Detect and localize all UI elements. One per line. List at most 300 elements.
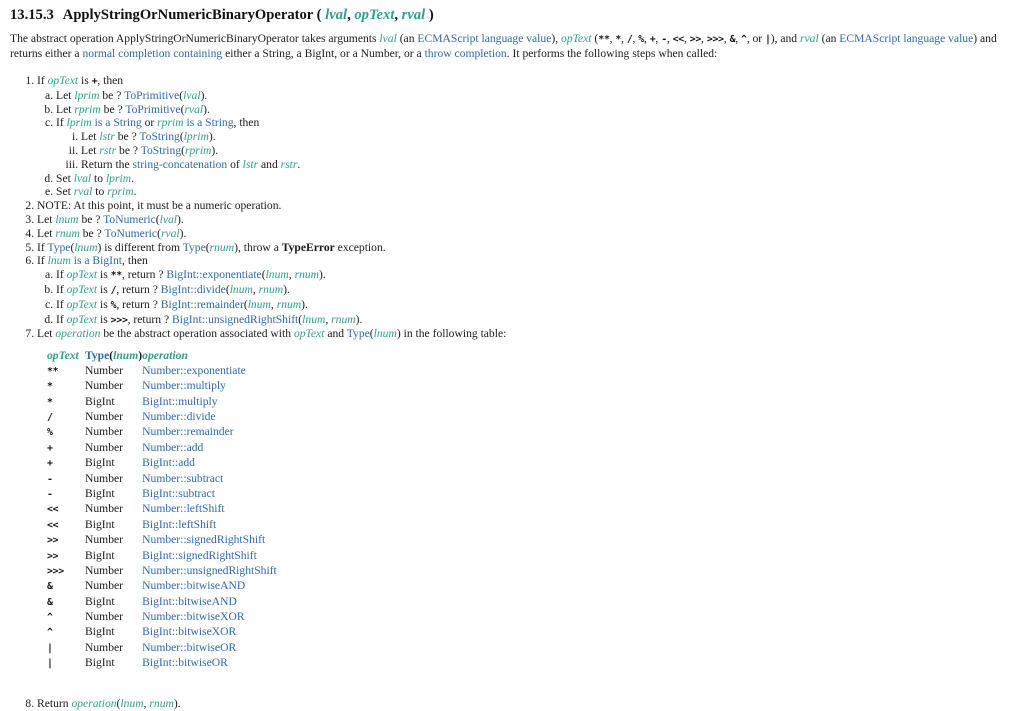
text-run: . xyxy=(133,185,137,199)
algorithm-step xyxy=(56,298,1014,313)
code-operator: ** xyxy=(598,34,610,45)
operation-cell xyxy=(142,594,277,609)
text-run: . xyxy=(297,157,301,171)
text-run: is xyxy=(78,74,92,87)
code-operator: >> xyxy=(47,535,59,547)
text-run: Let xyxy=(81,143,100,157)
type-cell: Number xyxy=(85,471,123,485)
code-operator: ** xyxy=(110,270,122,282)
algorithm-step xyxy=(81,130,1014,144)
op-cell xyxy=(47,656,85,671)
spec-link[interactable]: BigInt::remainder xyxy=(160,297,244,311)
text-run: , xyxy=(666,32,673,45)
spec-link[interactable]: Number::bitwiseXOR xyxy=(142,610,245,624)
operation-cell xyxy=(142,425,277,440)
spec-link[interactable]: Number::unsignedRightShift xyxy=(142,563,277,577)
variable: opText xyxy=(66,297,98,311)
text-run: , xyxy=(609,32,616,45)
spec-link[interactable]: is a BigInt xyxy=(73,254,123,268)
table-row xyxy=(47,471,277,486)
spec-link[interactable]: BigInt::leftShift xyxy=(142,517,217,531)
text-run: ). xyxy=(355,312,363,326)
algorithm-step xyxy=(56,172,1014,186)
type-cell: BigInt xyxy=(85,456,115,470)
table-row xyxy=(47,394,277,409)
text-run: be ? xyxy=(78,212,104,226)
code-operator: & xyxy=(47,596,53,608)
variable: rnum xyxy=(331,312,356,326)
variable: operation xyxy=(71,697,117,711)
code-operator: >>> xyxy=(110,314,128,326)
algorithm-step xyxy=(56,89,1014,103)
text-run: ( xyxy=(179,130,184,144)
text-run: If xyxy=(56,268,67,282)
op-cell xyxy=(47,456,85,471)
text-run: , xyxy=(723,32,730,45)
table-header-row xyxy=(47,349,277,363)
spec-link[interactable]: string-concatenation xyxy=(132,157,228,171)
code-operator: ** xyxy=(47,365,59,377)
table-row xyxy=(47,656,277,671)
algorithm-step xyxy=(56,283,1014,298)
text-run: ), throw a xyxy=(234,240,282,254)
substeps xyxy=(37,268,1014,327)
table-row xyxy=(47,610,277,625)
operation-cell xyxy=(142,625,277,640)
text-run: If xyxy=(56,116,67,130)
code-operator: & xyxy=(729,34,736,45)
spec-link[interactable]: BigInt::bitwiseXOR xyxy=(142,625,237,639)
variable: rstr xyxy=(280,157,298,171)
text-run: (an xyxy=(396,32,418,45)
text-run: ). xyxy=(179,226,187,240)
text-run: ). xyxy=(200,88,208,102)
algorithm-step xyxy=(56,103,1014,117)
code-operator: - xyxy=(47,488,53,500)
variable: opText xyxy=(66,268,98,282)
code-operator: >> xyxy=(47,550,59,562)
spec-link[interactable]: throw completion xyxy=(424,47,507,60)
table-row xyxy=(47,533,277,548)
type-cell: BigInt xyxy=(85,486,115,500)
section-number: 13.15.3 xyxy=(10,7,54,23)
spec-link[interactable]: Number::leftShift xyxy=(142,502,225,516)
text-run: , return ? xyxy=(121,268,167,282)
variable: opText xyxy=(66,282,98,296)
variable: rval xyxy=(184,102,204,116)
spec-link[interactable]: BigInt::subtract xyxy=(142,486,215,500)
type-cell: BigInt xyxy=(85,625,115,639)
text-run: , xyxy=(735,32,742,45)
type-cell: BigInt xyxy=(85,517,115,531)
op-cell xyxy=(47,610,85,625)
type-cell: BigInt xyxy=(85,656,115,670)
algorithm-step xyxy=(37,254,1014,327)
op-cell xyxy=(47,502,85,517)
table-row xyxy=(47,379,277,394)
spec-link[interactable]: ToNumeric xyxy=(103,212,156,226)
spec-link[interactable]: ToNumeric xyxy=(104,226,158,240)
operation-cell xyxy=(142,548,277,563)
code-operator: | xyxy=(47,642,53,654)
algorithm-step xyxy=(37,327,1014,671)
text-run: be ? xyxy=(114,130,140,144)
algorithm-step xyxy=(56,268,1014,283)
code-operator: / xyxy=(110,284,117,296)
text-run: ), and xyxy=(770,32,800,45)
code-operator: * xyxy=(615,34,622,45)
text-run: ) and returns either a xyxy=(10,32,997,60)
text-run: ). xyxy=(301,297,308,311)
spec-link[interactable]: ToPrimitive xyxy=(125,102,181,116)
variable: lstr xyxy=(242,157,259,171)
table-row xyxy=(47,579,277,594)
algorithm-step xyxy=(37,74,1014,199)
spec-link[interactable]: Number::divide xyxy=(142,410,216,423)
variable: lprim xyxy=(183,130,209,144)
code-operator: | xyxy=(765,34,771,45)
spec-link[interactable]: Type xyxy=(47,240,71,254)
substeps xyxy=(37,89,1014,199)
variable: rprim xyxy=(107,185,134,199)
text-run: , xyxy=(632,32,639,45)
spec-link[interactable]: ToPrimitive xyxy=(124,88,180,102)
algorithm-step xyxy=(81,144,1014,158)
code-operator: ^ xyxy=(47,627,53,639)
text-run: , or xyxy=(746,32,766,45)
op-cell xyxy=(47,641,85,656)
text-run: If xyxy=(56,282,67,296)
variable: lnum xyxy=(302,312,326,326)
text-run: ( xyxy=(225,282,230,296)
spec-link[interactable]: BigInt::add xyxy=(142,456,195,470)
operation-cell xyxy=(142,487,277,502)
spec-link[interactable]: Type xyxy=(85,349,110,363)
text-run: ( xyxy=(181,143,185,157)
text-run: ), xyxy=(551,32,562,45)
variable: lnum xyxy=(74,240,98,254)
text-run: , xyxy=(394,7,402,23)
text-run: ( xyxy=(205,240,210,254)
type-cell: Number xyxy=(85,379,123,393)
variable: opText xyxy=(66,312,98,326)
variable: rstr xyxy=(99,143,117,157)
variable: lprim xyxy=(105,171,132,185)
code-operator: + xyxy=(649,34,656,45)
spec-link[interactable]: ToString xyxy=(139,130,180,144)
text-run: ). xyxy=(208,130,216,144)
operation-cell xyxy=(142,502,277,517)
spec-link[interactable]: Number::signedRightShift xyxy=(142,533,266,547)
variable: rval xyxy=(73,185,93,199)
table-row xyxy=(47,548,277,563)
op-cell xyxy=(47,564,85,579)
variable: rnum xyxy=(276,297,302,311)
text-run: , then xyxy=(122,254,148,268)
spec-link[interactable]: is a String xyxy=(186,116,234,130)
table-row xyxy=(47,641,277,656)
text-run: be ? xyxy=(99,88,125,102)
text-run: is xyxy=(97,312,111,326)
text-run: Set xyxy=(56,171,74,185)
spec-link[interactable]: Number::remainder xyxy=(142,425,234,439)
table-row xyxy=(47,625,277,640)
op-cell xyxy=(47,379,85,394)
variable: opText xyxy=(293,327,325,341)
type-cell: Number xyxy=(85,440,123,454)
operation-cell xyxy=(142,656,277,671)
variable: lnum xyxy=(247,297,271,311)
text-run: exception. xyxy=(334,240,386,254)
type-cell: BigInt xyxy=(85,548,115,562)
code-operator: & xyxy=(47,581,53,593)
text-run: The abstract operation ApplyStringOrNumericBinaryOperator takes arguments xyxy=(10,32,380,45)
variable: opText xyxy=(47,74,79,87)
variable: lstr xyxy=(99,130,115,144)
operation-cell xyxy=(142,533,277,548)
text-run: ( xyxy=(155,212,160,226)
variable: opText xyxy=(354,7,395,23)
operation-cell xyxy=(142,610,277,625)
text-run: is xyxy=(97,282,111,296)
variable: lval xyxy=(183,88,201,102)
algorithm-step xyxy=(56,185,1014,199)
table-row xyxy=(47,502,277,517)
text-run: be ? xyxy=(116,143,141,157)
text-run: ( xyxy=(369,327,374,341)
text-run: NOTE: At this point, it must be a numeric operation. xyxy=(37,199,282,213)
code-operator: << xyxy=(47,504,59,516)
text-run: , xyxy=(643,32,650,45)
type-cell: Number xyxy=(85,563,123,577)
spec-link[interactable]: is a String xyxy=(94,116,142,130)
text-run: , xyxy=(683,32,690,45)
text-run: Let xyxy=(81,130,100,144)
code-operator: << xyxy=(672,34,684,45)
op-cell xyxy=(47,625,85,640)
operation-cell xyxy=(142,517,277,532)
intro-paragraph xyxy=(10,32,1014,61)
text-run: If xyxy=(56,312,67,326)
code-operator: << xyxy=(47,519,59,531)
operation-cell xyxy=(142,471,277,486)
text-run: , xyxy=(621,32,627,45)
op-cell xyxy=(47,394,85,409)
code-operator: % xyxy=(47,427,53,439)
code-operator: + xyxy=(47,458,53,470)
text-run: ) is different from xyxy=(97,240,183,254)
text-run: ). xyxy=(211,143,219,157)
type-cell: Number xyxy=(85,640,123,654)
spec-link[interactable]: ECMAScript language value xyxy=(417,32,552,45)
variable: rprim xyxy=(157,116,184,130)
variable: rprim xyxy=(185,143,212,157)
op-cell xyxy=(47,364,85,379)
op-cell xyxy=(47,579,85,594)
spec-link[interactable]: BigInt::bitwiseAND xyxy=(142,594,237,608)
text-run: If xyxy=(56,297,67,311)
spec-link[interactable]: Number::bitwiseOR xyxy=(142,640,237,654)
text-run: ) xyxy=(138,349,143,363)
variable: rnum xyxy=(294,268,320,282)
text-run: Let xyxy=(37,212,56,226)
variable: lval xyxy=(379,32,397,45)
text-run: ( xyxy=(157,226,161,240)
variable: rnum xyxy=(149,697,174,711)
variable: lnum xyxy=(373,327,397,341)
table-row xyxy=(47,517,277,532)
code-operator: >>> xyxy=(706,34,724,45)
table-header-cell xyxy=(142,349,277,363)
text-run: ). xyxy=(177,212,184,226)
variable: operation xyxy=(142,349,188,363)
spec-link[interactable]: Number::subtract xyxy=(142,471,224,485)
text-run: ( xyxy=(109,349,114,363)
type-cell: Number xyxy=(85,363,123,377)
table-header-cell xyxy=(47,349,85,363)
variable: rnum xyxy=(55,226,80,240)
text-run: ). xyxy=(319,268,326,282)
table-row xyxy=(47,487,277,502)
bold-term: TypeError xyxy=(281,240,335,254)
text-run: , xyxy=(252,282,259,296)
variable: opText xyxy=(561,32,592,45)
spec-link[interactable]: BigInt::exponentiate xyxy=(166,268,262,282)
variable: opText xyxy=(47,349,79,363)
text-run: be the abstract operation associated with xyxy=(100,327,294,341)
code-operator: / xyxy=(47,412,53,423)
text-run: ). xyxy=(173,697,181,711)
code-operator: + xyxy=(47,442,53,454)
spec-link[interactable]: BigInt::signedRightShift xyxy=(142,548,257,562)
operation-cell xyxy=(142,579,277,594)
text-run: , xyxy=(347,7,355,23)
type-cell: Number xyxy=(85,425,123,439)
op-cell xyxy=(47,517,85,532)
table-row xyxy=(47,456,277,471)
spec-link[interactable]: Number::exponentiate xyxy=(142,363,246,377)
op-cell xyxy=(47,425,85,440)
variable: lnum xyxy=(120,697,144,711)
text-run: or xyxy=(141,116,158,130)
op-cell xyxy=(47,487,85,502)
text-run: be ? xyxy=(100,102,126,116)
spec-link[interactable]: normal completion containing xyxy=(82,47,223,60)
section-heading xyxy=(10,7,1014,24)
operation-table xyxy=(47,349,277,671)
text-run: be ? xyxy=(79,226,105,240)
text-run: Let xyxy=(37,327,56,341)
variable: lprim xyxy=(74,88,100,102)
text-run: , return ? xyxy=(116,297,161,311)
type-cell: Number xyxy=(85,533,123,547)
spec-link[interactable]: ToString xyxy=(140,143,182,157)
text-run: Let xyxy=(56,88,75,102)
code-operator: >> xyxy=(689,34,702,45)
spec-link[interactable]: Type xyxy=(346,327,370,341)
operation-cell xyxy=(142,456,277,471)
text-run: ( xyxy=(70,240,75,254)
algorithm-step xyxy=(56,116,1014,171)
spec-link[interactable]: BigInt::bitwiseOR xyxy=(142,656,228,670)
spec-link[interactable]: ECMAScript language value xyxy=(839,32,974,45)
text-run: ( xyxy=(591,32,599,45)
operation-cell xyxy=(142,564,277,579)
code-operator: - xyxy=(661,34,667,45)
variable: rnum xyxy=(258,282,284,296)
text-run: ApplyStringOrNumericBinaryOperator ( xyxy=(62,7,326,23)
text-run: ( xyxy=(116,697,121,711)
algorithm-steps xyxy=(10,74,1014,711)
text-run: either a String, a BigInt, or a Number, or a xyxy=(222,47,425,60)
text-run: ( xyxy=(298,312,303,326)
text-run: of xyxy=(227,157,243,171)
variable: lval xyxy=(325,7,348,23)
op-cell xyxy=(47,440,85,455)
operation-cell xyxy=(142,379,277,394)
type-cell: Number xyxy=(85,610,123,624)
section-title xyxy=(63,7,434,23)
algorithm-step xyxy=(37,697,1014,711)
operation-cell xyxy=(142,641,277,656)
substeps xyxy=(56,130,1014,171)
code-operator: * xyxy=(47,381,53,393)
type-cell: Number xyxy=(85,502,123,516)
table-row xyxy=(47,425,277,440)
operation-cell xyxy=(142,364,277,379)
text-run: Let xyxy=(56,102,75,116)
text-run: is xyxy=(97,268,111,282)
spec-link[interactable]: BigInt::multiply xyxy=(142,394,218,408)
text-run: , return ? xyxy=(116,282,161,296)
text-run: and xyxy=(324,327,347,341)
text-run: to xyxy=(91,171,106,185)
text-run: Return xyxy=(37,697,72,711)
variable: lval xyxy=(159,212,178,226)
text-run: If xyxy=(37,254,48,268)
spec-link[interactable]: Number::multiply xyxy=(142,379,226,393)
operation-cell xyxy=(142,394,277,409)
spec-link[interactable]: Type xyxy=(182,240,206,254)
table-row xyxy=(47,594,277,609)
variable: rval xyxy=(800,32,819,45)
spec-link[interactable]: Number::add xyxy=(142,440,204,454)
text-run: , xyxy=(270,297,277,311)
text-run: Let xyxy=(37,226,56,240)
algorithm-step xyxy=(37,199,1014,213)
text-run: ) xyxy=(425,7,434,23)
algorithm-step xyxy=(81,158,1014,172)
spec-link[interactable]: BigInt::unsignedRightShift xyxy=(172,312,299,326)
variable: operation xyxy=(55,327,101,341)
spec-link[interactable]: Number::bitwiseAND xyxy=(142,579,246,593)
variable: rval xyxy=(160,226,180,240)
code-operator: - xyxy=(47,473,53,485)
text-run: , xyxy=(325,312,332,326)
table-row xyxy=(47,364,277,379)
text-run: ( xyxy=(180,102,185,116)
code-operator: >>> xyxy=(47,565,64,577)
op-cell xyxy=(47,471,85,486)
text-run: , xyxy=(143,697,150,711)
spec-link[interactable]: BigInt::divide xyxy=(160,282,226,296)
op-cell xyxy=(47,410,85,425)
text-run: (an xyxy=(818,32,840,45)
text-run: . xyxy=(131,171,134,185)
text-run: ( xyxy=(179,88,184,102)
variable: lnum xyxy=(113,349,139,363)
variable: lnum xyxy=(229,282,253,296)
